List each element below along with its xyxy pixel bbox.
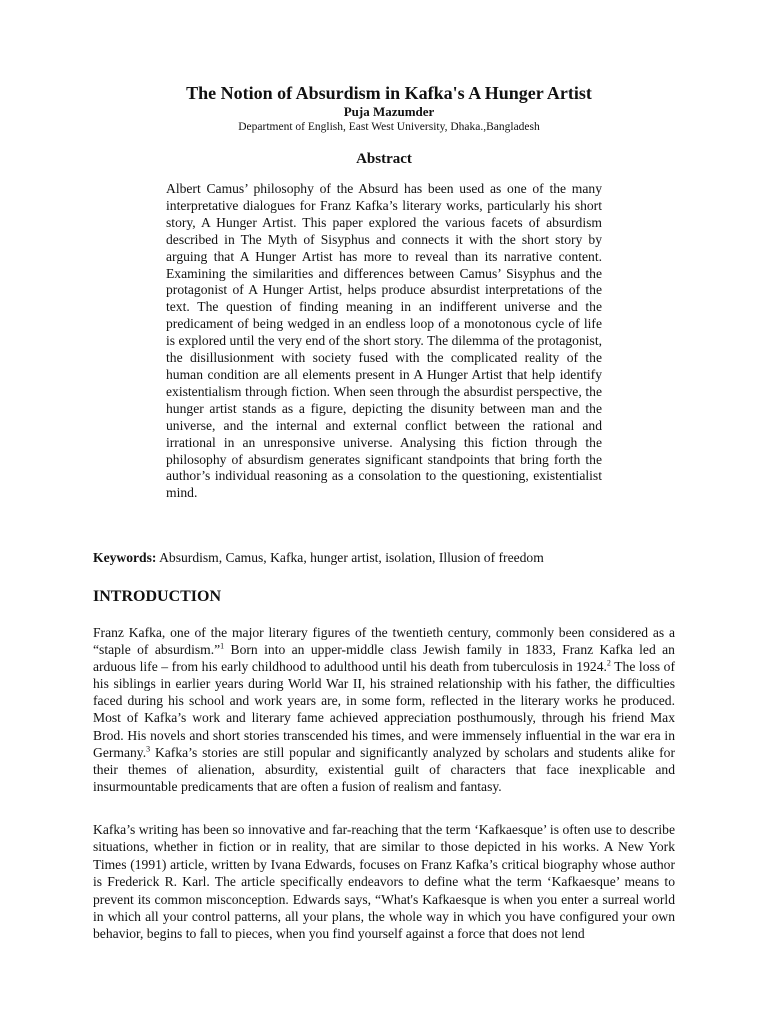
para1-sentence-1: Franz Kafka, one of the major literary figures of the twentieth century, commonly been considered as a “staple of absurdism.” [93, 625, 675, 658]
para1-sentence-2: Born into an upper-middle class Jewish family in 1833, Franz Kafka led an arduous life – from his early childhood to adulthood until his death from tuberculosis in 1924. [93, 642, 675, 675]
footnote-marker-2[interactable]: 2 [606, 658, 611, 668]
para1-sentence-4: Kafka’s stories are still popular and significantly analyzed by scholars and students alike for their themes of alienation, absurdity, existential guilt of characters that face inexplicable and insurmountable predicaments that are often a fusion of realism and fantasy. [93, 744, 675, 794]
keywords-list: Absurdism, Camus, Kafka, hunger artist, isolation, Illusion of freedom [156, 550, 544, 565]
author-name: Puja Mazumder [343, 104, 435, 119]
footnote-marker-3[interactable]: 3 [146, 744, 151, 754]
abstract-heading: Abstract [356, 151, 412, 167]
paper-title: The Notion of Absurdism in Kafka's A Hunger Artist [186, 83, 592, 103]
footnote-marker-1[interactable]: 1 [220, 641, 225, 651]
para1-sentence-3: The loss of his siblings in earlier years during World War II, his strained relationship with his father, the difficulties faced during his school and work years are, in some form, reflected in the literary works he produced. Most of Kafka’s work and literary fame achieved appreciation posthumously, through his friend Max Brod. His novels and short stories transcended his times, and were immensely influential in the war era in Germany. [93, 659, 675, 760]
introduction-paragraph-2: Kafka’s writing has been so innovative and far-reaching that the term ‘Kafkaesque’ is often use to describe situations, whether in fiction or in reality, that are similar to those depicted in his works. A New York Times (1991) article, written by Ivana Edwards, focuses on Franz Kafka’s critical biography whose author is Frederick R. Karl. The article specifically endeavors to define what the term ‘Kafkaesque’ means to prevent its common misconception. Edwards says, “What's Kafkaesque is when you enter a surreal world in which all your control patterns, all your plans, the whole way in which you have configured your own behavior, begins to fall to pieces, when you find yourself against a force that does not lend [93, 822, 675, 942]
author-affiliation: Department of English, East West University, Dhaka.,Bangladesh [238, 121, 540, 133]
introduction-paragraph-1 [93, 624, 675, 795]
introduction-heading: INTRODUCTION [93, 588, 222, 605]
abstract-text: Albert Camus’ philosophy of the Absurd has been used as one of the many interpretative dialogues for Franz Kafka’s literary works, particularly his short story, A Hunger Artist. This paper explored the various facets of absurdism described in The Myth of Sisyphus and connects it with the short story by arguing that A Hunger Artist has more to reveal than its narrative content. Examining the similarities and differences between Camus’ Sisyphus and the protagonist of A Hunger Artist, helps produce absurdist interpretations of the text. The question of finding meaning in an indifferent universe and the predicament of being wedged in an endless loop of a monotonous cycle of life is explored until the very end of the short story. The dilemma of the protagonist, the disillusionment with society fused with the complicated reality of the human condition are all elements present in A Hunger Artist that help identify existentialism through fiction. When seen through the absurdist perspective, the hunger artist stands as a figure, depicting the disunity between man and the universe, and the internal and external conflict between the rational and irrational in an unresponsive universe. Analysing this fiction through the philosophy of absurdism generates significant standpoints that bring forth the author’s individual reasoning as a consolation to the questioning, existentialist mind. [166, 181, 602, 501]
keywords-line [93, 549, 693, 566]
keywords-label: Keywords: [93, 550, 157, 565]
